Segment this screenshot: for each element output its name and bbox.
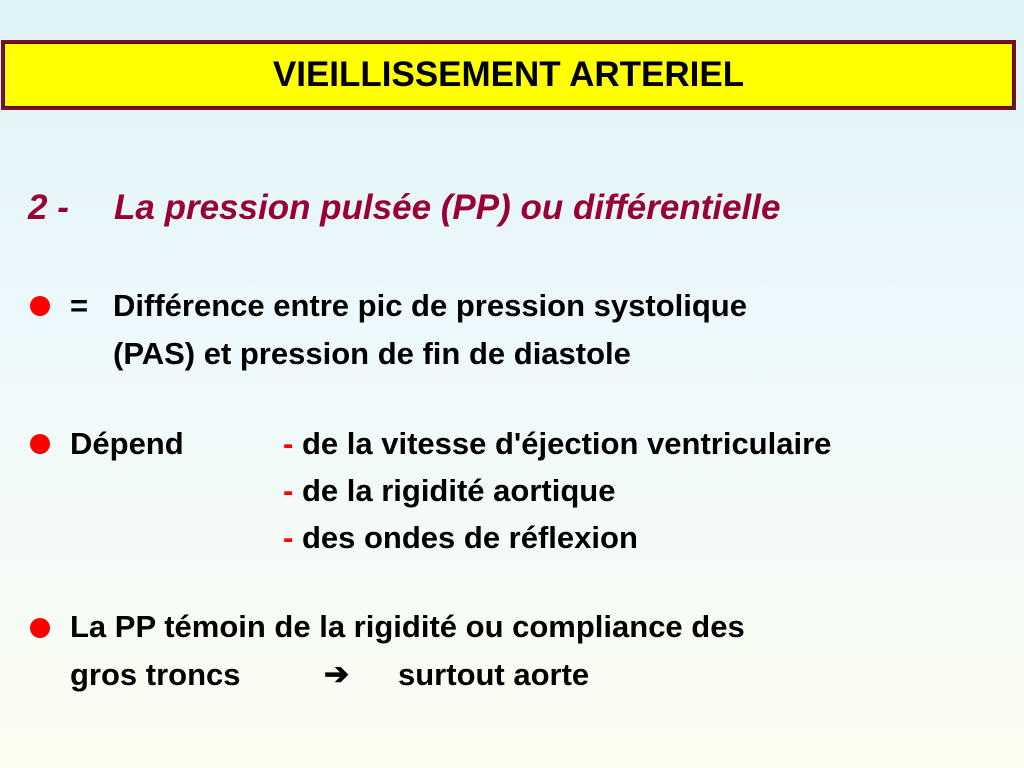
bullet3-line2-end: surtout aorte — [398, 657, 590, 692]
bullet-dot-icon — [30, 618, 50, 638]
bullet2-item-3 — [283, 520, 638, 556]
slide-title: VIEILLISSEMENT ARTERIEL — [272, 55, 745, 94]
bullet3-line1: La PP témoin de la rigidité ou compliance des — [70, 609, 745, 644]
dash-marker: - — [283, 426, 294, 461]
section-subtitle — [28, 188, 780, 228]
bullet3-line2-start: gros troncs — [70, 657, 241, 692]
arrow-right-icon: ➔ — [324, 658, 350, 691]
bullet2-item-text: de la rigidité aortique — [301, 473, 616, 508]
bullet1-prefix: = — [70, 288, 89, 323]
bullet2-item-text: de la vitesse d'éjection ventriculaire — [301, 426, 832, 461]
section-number: 2 - — [28, 188, 69, 227]
bullet1-line1: Différence entre pic de pression systolique — [113, 288, 747, 323]
bullet-dot-icon — [30, 296, 50, 316]
bullet2-item-1 — [283, 426, 831, 462]
dash-marker: - — [283, 520, 294, 555]
dash-marker: - — [283, 473, 294, 508]
section-heading: La pression pulsée (PP) ou différentielle — [114, 188, 781, 227]
bullet2-item-2 — [283, 473, 615, 509]
bullet2-label: Dépend — [70, 426, 184, 461]
title-box — [1, 40, 1016, 110]
bullet2-item-text: des ondes de réflexion — [301, 520, 638, 555]
bullet1-line2: (PAS) et pression de fin de diastole — [113, 336, 631, 371]
bullet-dot-icon — [30, 434, 50, 454]
